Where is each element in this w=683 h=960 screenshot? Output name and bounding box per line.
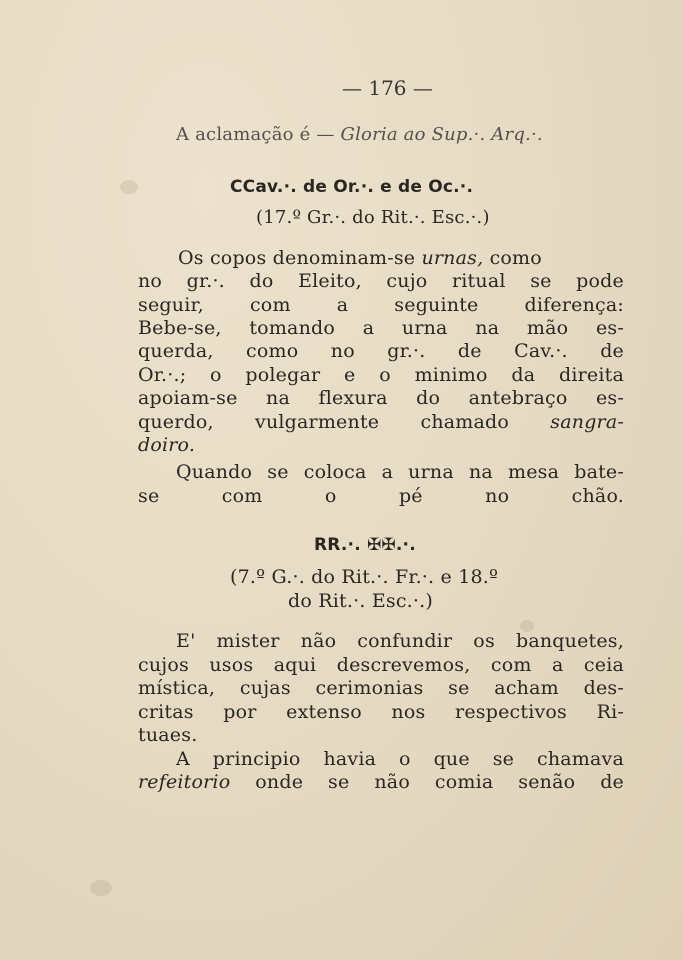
degree-note [256,207,490,229]
degree-note: (7.º G.·. do Rit.·. Fr.·. e 18.º [230,566,499,588]
text-line: Quando se coloca a urna na mesa bate- [176,461,624,483]
text-line [138,434,195,456]
paper-stain [90,880,112,896]
heading-text: CCav.·. de Or.·. e de Oc.·. [230,177,474,197]
text-line: E' mister não confundir os banquetes, [176,630,624,652]
text-line: mística, cujas cerimonias se acham des- [138,677,624,699]
text-span: como [483,247,542,269]
text-line [138,411,624,433]
text-span: Os copos denominam-se [178,247,422,269]
italic-span: Gloria ao Sup.·. Arq.·. [340,124,543,145]
text-line [178,247,624,269]
text-line [176,124,543,146]
text-span: (17.º Gr.·. do Rit.·. Esc.·.) [256,207,490,228]
text-span: querdo, vulgarmente chamado [138,411,551,433]
text-span: onde se não comia senão de [230,771,624,793]
page-number: — 176 — [342,76,433,100]
paper-stain [120,180,138,194]
text-line: Bebe-se, tomando a urna na mão es- [138,317,624,339]
italic-span: doiro. [138,434,196,456]
section-heading [230,176,473,198]
heading-text: RR.·. ✠✠.·. [314,535,416,555]
text-line [138,771,624,793]
text-line: cujos usos aqui descrevemos, com a ceia [138,654,624,676]
text-line: Or.·.; o polegar e o minimo da direita [138,364,624,386]
italic-span: refeitorio [138,771,231,793]
text-line: no gr.·. do Eleito, cujo ritual se pode [138,270,624,292]
text-line: se com o pé no chão. [138,485,624,507]
text-line: apoiam-se na flexura do antebraço es- [138,387,624,409]
text-line: tuaes. [138,724,198,746]
text-span: A aclamação é — [176,124,341,145]
italic-span: urnas, [421,247,484,269]
degree-note: do Rit.·. Esc.·.) [288,590,434,612]
text-line: seguir, com a seguinte diferença: [138,294,624,316]
text-line: A principio havia o que se chamava [176,748,624,770]
section-heading [314,534,416,556]
text-line: critas por extenso nos respectivos Ri- [138,701,624,723]
text-line: querda, como no gr.·. de Cav.·. de [138,340,624,362]
italic-span: sangra- [550,411,624,433]
